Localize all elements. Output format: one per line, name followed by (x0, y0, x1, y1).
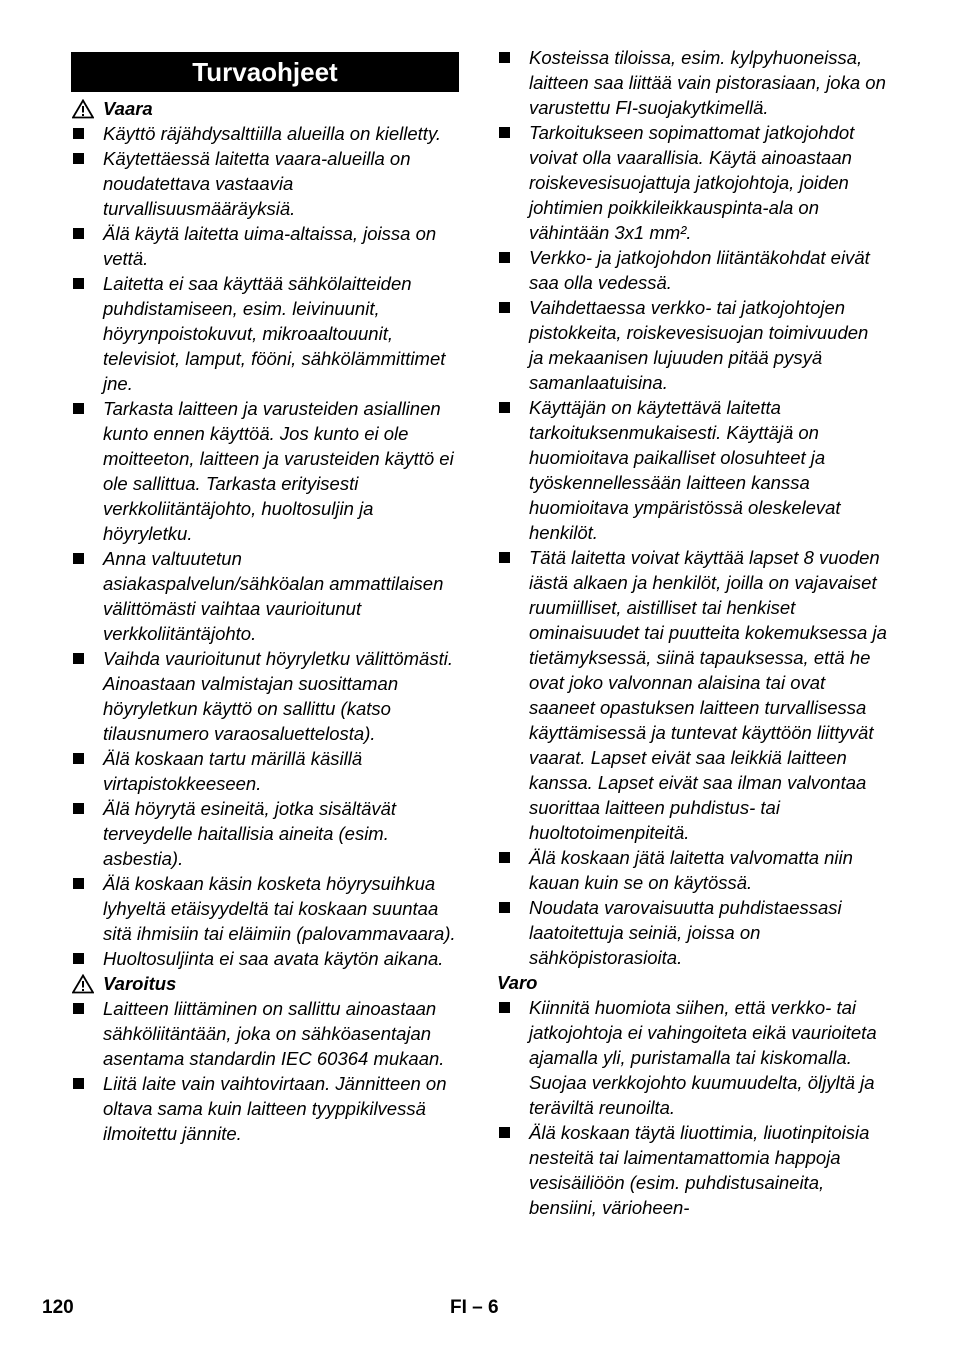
bullet-square-icon (73, 803, 84, 814)
bullet-square-icon (499, 1002, 510, 1013)
list-item: Älä koskaan täytä liuottimia, liuotinpitoisia nesteitä tai laimentamattomia happoja vesisäiliöön (esim. puhdistusaineita, bensiini, värioheen- (497, 1120, 887, 1220)
bullet-square-icon (73, 128, 84, 139)
vaara-heading-text: Vaara (103, 98, 153, 119)
list-item: Tätä laitetta voivat käyttää lapset 8 vuoden iästä alkaen ja henkilöt, joilla on vajavaiset ruumiilliset, aistilliset tai henkiset ominaisuudet tai puutteita kokemuksessa ja tietämyksessä, siinä tapauksessa, että he ovat joko valvonnan alaisina tai ovat saaneet opastuksen laitteen turvallisessa käyttämisessä ja tuntevat käyttöön liittyvät vaarat. Lapset eivät saa leikkiä laitteen kanssa. Lapset eivät saa ilman valvontaa suorittaa laitteen puhdistus- tai huoltotoimenpiteitä. (497, 545, 887, 845)
bullet-square-icon (73, 653, 84, 664)
list-item: Älä höyrytä esineitä, jotka sisältävät terveydelle haitallisia aineita (esim. asbestia). (71, 796, 459, 871)
bullet-square-icon (73, 553, 84, 564)
language-page-label: FI – 6 (450, 1297, 499, 1318)
varoitus-heading-text: Varoitus (103, 973, 177, 994)
bullet-square-icon (73, 953, 84, 964)
bullet-square-icon (73, 878, 84, 889)
list-item: Käyttäjän on käytettävä laitetta tarkoituksenmukaisesti. Käyttäjä on huomioitava paikalliset olosuhteet ja työskennellessään laitteen kanssa huomioitava ympäristössä oleskelevat henkilöt. (497, 395, 887, 545)
list-item: Liitä laite vain vaihtovirtaan. Jännitteen on oltava sama kuin laitteen tyyppikilvessä ilmoitettu jännite. (71, 1071, 459, 1146)
bullet-square-icon (499, 902, 510, 913)
list-item: Laitteen liittäminen on sallittu ainoastaan sähköliitäntään, joka on sähköasentajan asentama standardin IEC 60364 mukaan. (71, 996, 459, 1071)
bullet-square-icon (499, 402, 510, 413)
varoitus-list-continued (497, 45, 887, 970)
varoitus-heading (71, 971, 459, 996)
list-item: Noudata varovaisuutta puhdistaessasi laatoitettuja seiniä, joissa on sähköpistorasioita. (497, 895, 887, 970)
bullet-square-icon (73, 1078, 84, 1089)
bullet-square-icon (73, 278, 84, 289)
list-item: Vaihda vaurioitunut höyryletku välittömästi. Ainoastaan valmistajan suosittaman höyryletkun käyttö on sallittu (katso tilausnumero varaosaluettelosta). (71, 646, 459, 746)
bullet-square-icon (73, 403, 84, 414)
bullet-square-icon (499, 852, 510, 863)
right-column (497, 45, 887, 1220)
varo-heading-text: Varo (497, 972, 538, 993)
list-item: Älä koskaan käsin kosketa höyrysuihkua lyhyeltä etäisyydeltä tai koskaan suuntaa sitä ihmisiin tai eläimiin (palovammavaara). (71, 871, 459, 946)
list-item: Älä koskaan jätä laitetta valvomatta niin kauan kuin se on käytössä. (497, 845, 887, 895)
bullet-square-icon (73, 753, 84, 764)
list-item: Kiinnitä huomiota siihen, että verkko- tai jatkojohtoja ei vahingoiteta eikä vaurioiteta ajamalla yli, puristamalla tai kiskomalla. Suojaa verkkojohto kuumuudelta, öljyltä ja teräviltä reunoilta. (497, 995, 887, 1120)
list-item: Tarkasta laitteen ja varusteiden asiallinen kunto ennen käyttöä. Jos kunto ei ole moitteeton, laitteen ja varusteiden käyttö ei ole sallittua. Tarkasta erityisesti verkkoliitäntäjohto, huoltosuljin ja höyryletku. (71, 396, 459, 546)
bullet-square-icon (499, 252, 510, 263)
bullet-square-icon (499, 52, 510, 63)
bullet-square-icon (499, 1127, 510, 1138)
list-item: Älä koskaan tartu märillä käsillä virtapistokkeeseen. (71, 746, 459, 796)
bullet-square-icon (73, 153, 84, 164)
warning-triangle-icon (72, 974, 94, 994)
list-item: Huoltosuljinta ei saa avata käytön aikana. (71, 946, 459, 971)
varoitus-list (71, 996, 459, 1146)
warning-triangle-icon (72, 99, 94, 119)
vaara-heading (71, 96, 459, 121)
list-item: Älä käytä laitetta uima-altaissa, joissa on vettä. (71, 221, 459, 271)
section-title: Turvaohjeet (71, 52, 459, 92)
list-item: Käyttö räjähdysalttiilla alueilla on kielletty. (71, 121, 459, 146)
left-column (71, 52, 459, 1146)
varo-heading (497, 970, 887, 995)
page-number: 120 (42, 1297, 74, 1318)
list-item: Laitetta ei saa käyttää sähkölaitteiden puhdistamiseen, esim. leivinuunit, höyrynpoistokuvut, mikroaaltouunit, televisiot, lamput, fööni, sähkölämmittimet jne. (71, 271, 459, 396)
bullet-square-icon (499, 127, 510, 138)
list-item: Verkko- ja jatkojohdon liitäntäkohdat eivät saa olla vedessä. (497, 245, 887, 295)
bullet-square-icon (499, 552, 510, 563)
vaara-list (71, 121, 459, 971)
varo-list (497, 995, 887, 1220)
list-item: Kosteissa tiloissa, esim. kylpyhuoneissa, laitteen saa liittää vain pistorasiaan, joka on varustettu FI-suojakytkimellä. (497, 45, 887, 120)
list-item: Anna valtuutetun asiakaspalvelun/sähköalan ammattilaisen välittömästi vaihtaa vaurioitunut verkkoliitäntäjohto. (71, 546, 459, 646)
bullet-square-icon (73, 1003, 84, 1014)
list-item: Käytettäessä laitetta vaara-alueilla on noudatettava vastaavia turvallisuusmääräyksiä. (71, 146, 459, 221)
list-item: Tarkoitukseen sopimattomat jatkojohdot voivat olla vaarallisia. Käytä ainoastaan roiskevesisuojattuja jatkojohtoja, joiden johtimien poikkileikkauspinta-ala on vähintään 3x1 mm². (497, 120, 887, 245)
bullet-square-icon (73, 228, 84, 239)
bullet-square-icon (499, 302, 510, 313)
list-item: Vaihdettaessa verkko- tai jatkojohtojen pistokkeita, roiskevesisuojan toimivuuden ja mekaanisen lujuuden pitää pysyä samanlaatuisina. (497, 295, 887, 395)
